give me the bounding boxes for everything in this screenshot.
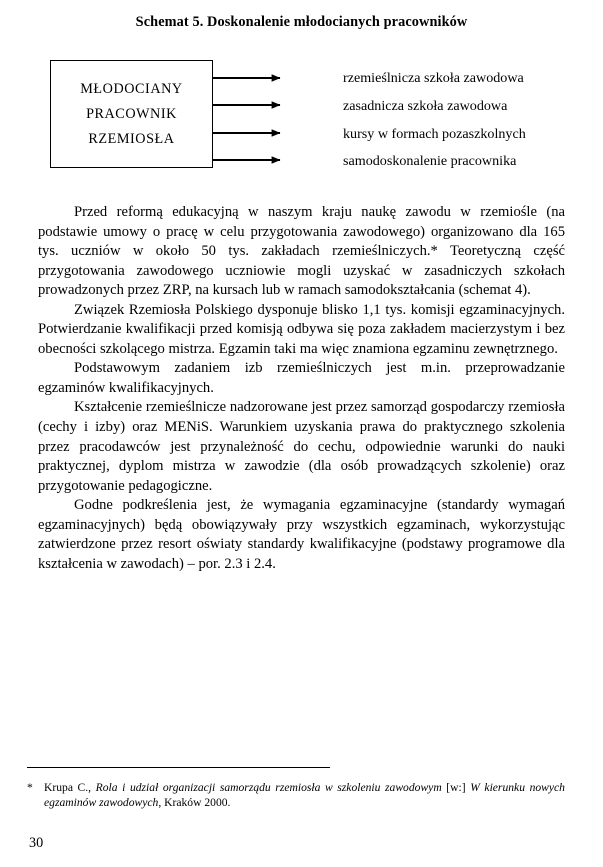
- paragraph: Przed reformą edukacyjną w naszym kraju naukę zawodu w rzemiośle (na podstawie umowy o pracę w celu przygotowania zawodowego) organizowano dla 165 tys. uczniów w około 50 tys. zakładach rzemieślniczych.* Teoretyczną część przygotowania zawodowego uczniowie mogli uzyskać w zasadniczych szkołach prowadzonych przez ZRP, na kursach lub w ramach samodokształcania (schemat 4).: [38, 204, 565, 299]
- diagram-output-label: samodoskonalenie pracownika: [343, 153, 517, 169]
- footnote-marker: *: [27, 781, 33, 794]
- footnote-body: [44, 780, 565, 810]
- diagram-output-label: rzemieślnicza szkoła zawodowa: [343, 70, 524, 86]
- diagram-output-label: kursy w formach pozaszkolnych: [343, 126, 526, 142]
- paragraph: Kształcenie rzemieślnicze nadzorowane jest przez samorząd gospodarczy rzemiosła (cechy i izby) oraz MENiS. Warunkiem uzyskania prawa do praktycznego szkolenia przez pracodawców jest przynależność do cechu, odpowiednie warunki do nauki praktycznej, dyplom mistrza w zawodzie (dla osób prowadzących szkolenie) oraz przygotowanie pedagogiczne.: [38, 399, 565, 494]
- diagram-box-line: RZEMIOSŁA: [88, 131, 175, 148]
- paragraph: Godne podkreślenia jest, że wymagania egzaminacyjne (standardy wymagań egzaminacyjnych) będą obowiązywały przy wszystkich egzaminach, wykorzystując zatwierdzone przez resort oświaty standardy kwalifikacyjne (podstawy programowe dla kształcenia w zawodach) – por. 2.3 i 2.4.: [38, 497, 565, 572]
- paragraph: Podstawowym zadaniem izb rzemieślniczych jest m.in. przeprowadzanie egzaminów kwalifikacyjnych.: [38, 360, 565, 396]
- footnote: [27, 780, 565, 810]
- diagram-box-line: MŁODOCIANY: [80, 80, 183, 97]
- page-number: 30: [29, 835, 44, 851]
- page-title: Schemat 5. Doskonalenie młodocianych pracowników: [135, 14, 468, 30]
- footnote-divider: [27, 767, 330, 768]
- footnote-publication: , Kraków 2000.: [158, 796, 231, 810]
- footnote-work-title: Rola i udział organizacji samorządu rzemiosła w szkoleniu zawodowym: [95, 781, 442, 794]
- diagram-source-box: [50, 60, 213, 168]
- paragraph: Związek Rzemiosła Polskiego dysponuje blisko 1,1 tys. komisji egzaminacyjnych. Potwierdzanie kwalifikacji przed komisją odbywa się poza zakładem macierzystym i bez obecności szkolącego mistrza. Egzamin taki ma więc znamiona egzaminu zewnętrznego.: [38, 301, 565, 357]
- body-text: [38, 203, 565, 574]
- footnote-collection-title: W kierunku nowych egzaminów zawodowych: [44, 781, 565, 810]
- footnote-author: Krupa C.,: [44, 781, 92, 794]
- diagram-box-line: PRACOWNIK: [86, 105, 177, 122]
- footnote-in-marker: [w:]: [446, 781, 466, 794]
- schema-diagram: [0, 0, 603, 190]
- diagram-output-label: zasadnicza szkoła zawodowa: [343, 98, 508, 114]
